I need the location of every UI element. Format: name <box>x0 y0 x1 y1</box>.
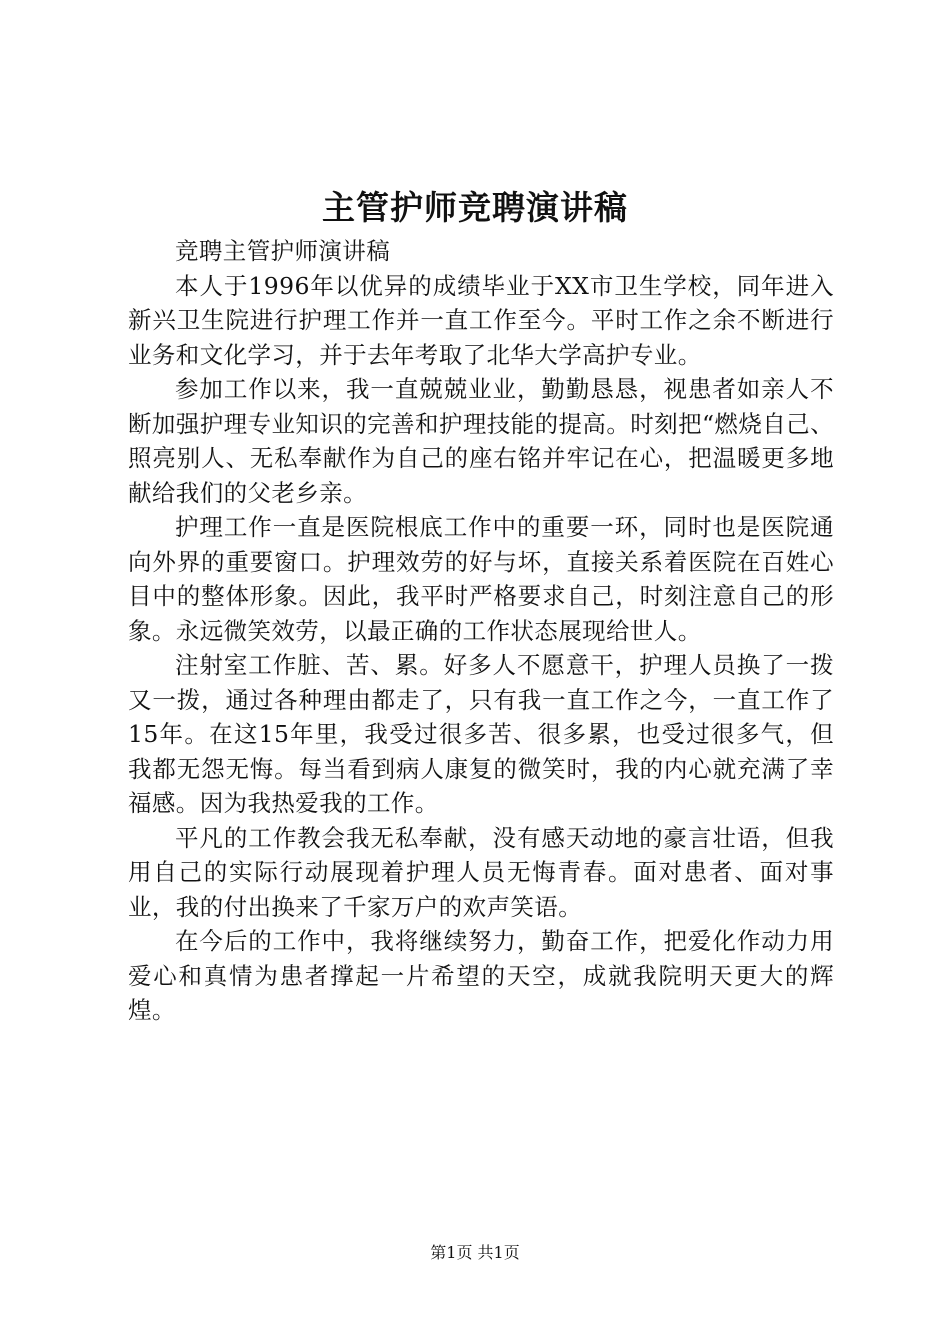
paragraph: 本人于1996年以优异的成绩毕业于XX市卫生学校，同年进入新兴卫生院进行护理工作并一直工作至今。平时工作之余不断进行业务和文化学习，并于去年考取了北华大学高护专业。 <box>128 271 834 369</box>
paragraph: 注射室工作脏、苦、累。好多人不愿意干，护理人员换了一拨又一拨，通过各种理由都走了，只有我一直工作之今，一直工作了15年。在这15年里，我受过很多苦、很多累，也受过很多气，但我都无怨无悔。每当看到病人康复的微笑时，我的内心就充满了幸福感。因为我热爱我的工作。 <box>128 651 834 817</box>
paragraph: 平凡的工作教会我无私奉献，没有感天动地的豪言壮语，但我用自己的实际行动展现着护理人员无悔青春。面对患者、面对事业，我的付出换来了千家万户的欢声笑语。 <box>128 823 834 921</box>
paragraph-subtitle: 竞聘主管护师演讲稿 <box>175 237 391 265</box>
paragraph: 在今后的工作中，我将继续努力，勤奋工作，把爱化作动力用爱心和真情为患者撑起一片希望的天空，成就我院明天更大的辉煌。 <box>128 927 834 1024</box>
paragraph: 参加工作以来，我一直兢兢业业，勤勤恳恳，视患者如亲人不断加强护理专业知识的完善和护理技能的提高。时刻把“燃烧自己、照亮别人、无私奉献作为自己的座右铭并牢记在心，把温暖更多地献给我们的父老乡亲。 <box>128 375 834 507</box>
document-title: 主管护师竞聘演讲稿 <box>322 188 628 227</box>
paragraph: 护理工作一直是医院根底工作中的重要一环，同时也是医院通向外界的重要窗口。护理效劳的好与坏，直接关系着医院在百姓心目中的整体形象。因此，我平时严格要求自己，时刻注意自己的形象。永远微笑效劳，以最正确的工作状态展现给世人。 <box>128 513 834 645</box>
page-footer: 第1页 共1页 <box>430 1243 520 1262</box>
document-body <box>128 234 834 1028</box>
